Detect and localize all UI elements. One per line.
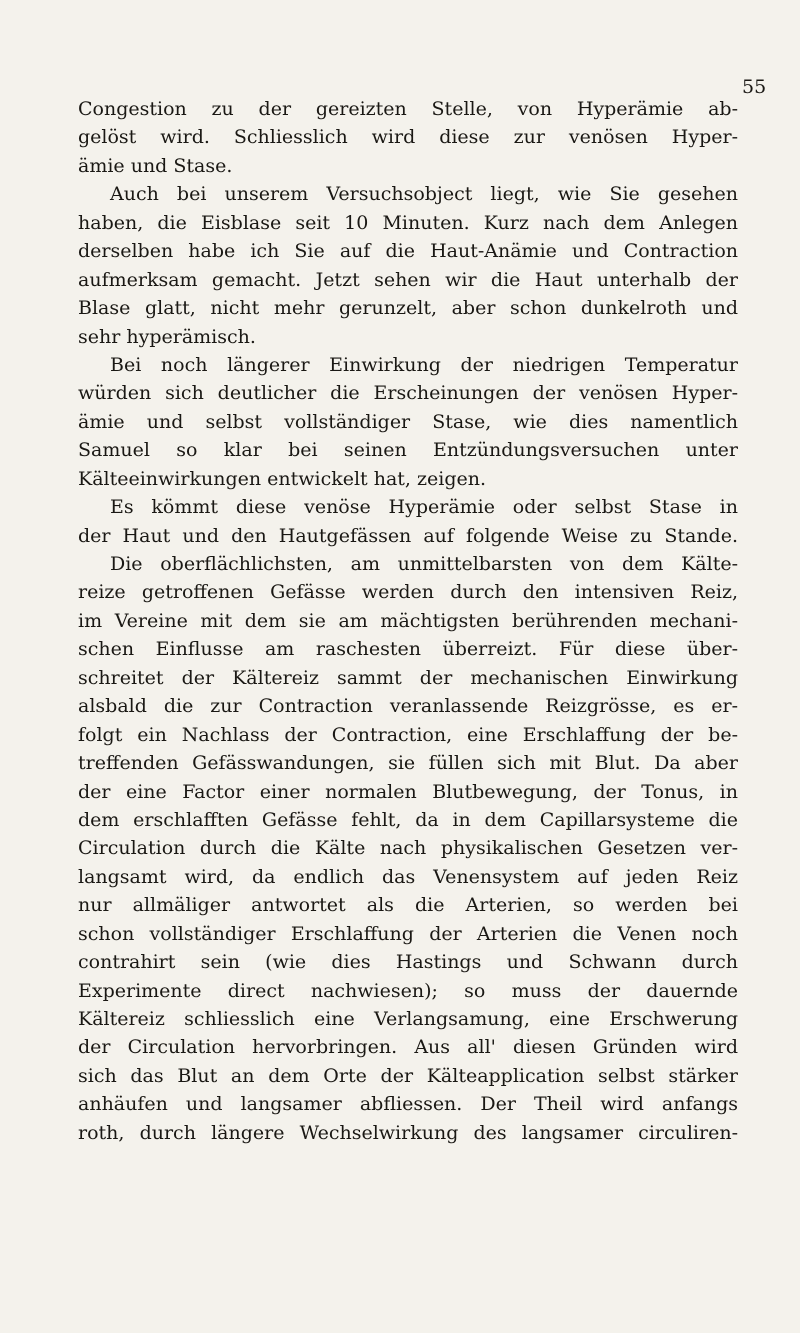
- text-line: Experimente direct nachwiesen); so muss der dauernde: [78, 979, 738, 1002]
- text-line: der Haut und den Hautgefässen auf folgende Weise zu Stande.: [78, 524, 738, 547]
- text-line: Kältereiz schliesslich eine Verlangsamung, eine Erschwerung: [78, 1008, 738, 1030]
- text-line: Samuel so klar bei seinen Entzündungsversuchen unter: [78, 439, 738, 462]
- text-line: derselben habe ich Sie auf die Haut-Anämie und Contraction: [78, 240, 738, 263]
- text-line: Bei noch längerer Einwirkung der niedrigen Temperatur: [110, 353, 738, 376]
- text-line: langsamt wird, da endlich das Venensystem auf jeden Reiz: [78, 865, 738, 888]
- text-line: aufmerksam gemacht. Jetzt sehen wir die Haut unterhalb der: [78, 268, 738, 291]
- text-line: im Vereine mit dem sie am mächtigsten berührenden mechani-: [78, 609, 738, 632]
- text-line: gelöst wird. Schliesslich wird diese zur venösen Hyper-: [78, 126, 738, 149]
- text-line: schreitet der Kältereiz sammt der mechanischen Einwirkung: [78, 666, 738, 689]
- text-line: roth, durch längere Wechselwirkung des langsamer circuliren-: [78, 1121, 738, 1144]
- text-line: sich das Blut an dem Orte der Kälteapplication selbst stärker: [78, 1064, 738, 1087]
- text-line: würden sich deutlicher die Erscheinungen der venösen Hyper-: [78, 382, 738, 405]
- text-line: nur allmäliger antwortet als die Arterien, so werden bei: [78, 894, 738, 917]
- text-line: schen Einflusse am raschesten überreizt. Für diese über-: [78, 638, 738, 661]
- text-line: Auch bei unserem Versuchsobject liegt, wie Sie gesehen: [110, 183, 738, 206]
- text-line: ämie und selbst vollständiger Stase, wie dies namentlich: [78, 410, 738, 433]
- body-text: [78, 95, 738, 1147]
- text-line: alsbald die zur Contraction veranlassende Reizgrösse, es er-: [78, 695, 738, 718]
- text-line: folgt ein Nachlass der Contraction, eine Erschlaffung der be-: [78, 723, 738, 746]
- page-number: 55: [742, 76, 767, 98]
- text-line: treffenden Gefässwandungen, sie füllen sich mit Blut. Da aber: [78, 752, 738, 775]
- text-line: haben, die Eisblase seit 10 Minuten. Kurz nach dem Anlegen: [78, 211, 738, 234]
- text-line: contrahirt sein (wie dies Hastings und Schwann durch: [78, 951, 738, 974]
- text-line: Circulation durch die Kälte nach physikalischen Gesetzen ver-: [78, 837, 738, 860]
- text-line: der eine Factor einer normalen Blutbewegung, der Tonus, in: [78, 780, 738, 803]
- text-line: dem erschlafften Gefässe fehlt, da in dem Capillarsysteme die: [78, 808, 738, 831]
- text-line: Kälteeinwirkungen entwickelt hat, zeigen.: [78, 467, 487, 490]
- text-line: der Circulation hervorbringen. Aus all' diesen Gründen wird: [78, 1036, 738, 1059]
- text-line: anhäufen und langsamer abfliessen. Der Theil wird anfangs: [78, 1093, 738, 1116]
- text-line: schon vollständiger Erschlaffung der Arterien die Venen noch: [78, 922, 738, 945]
- text-line: Es kömmt diese venöse Hyperämie oder selbst Stase in: [110, 496, 738, 519]
- text-line: Congestion zu der gereizten Stelle, von Hyperämie ab-: [78, 98, 738, 120]
- text-line: Die oberflächlichsten, am unmittelbarsten von dem Kälte-: [110, 553, 738, 575]
- text-line: sehr hyperämisch.: [78, 325, 256, 348]
- text-line: ämie und Stase.: [78, 154, 233, 177]
- text-line: Blase glatt, nicht mehr gerunzelt, aber schon dunkelroth und: [78, 297, 738, 320]
- text-line: reize getroffenen Gefässe werden durch den intensiven Reiz,: [78, 581, 738, 604]
